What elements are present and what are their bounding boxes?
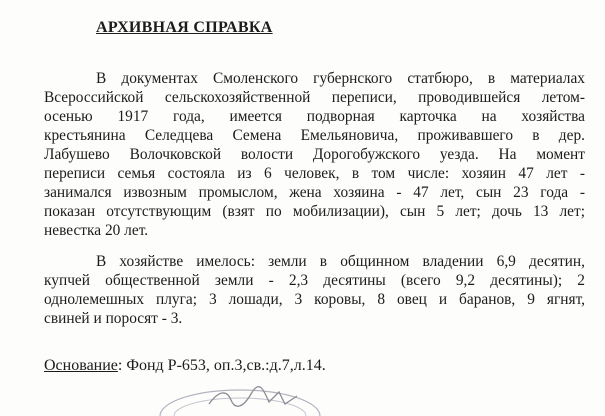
text-line: показан отсутствующим (взят по мобилизации), сын 5 лет; дочь 13 лет;	[44, 203, 585, 220]
basis-reference: : Фонд Р-653, оп.3,св.:д.7,л.14.	[117, 357, 326, 374]
text-line: занимался извозным промыслом, жена хозяина - 47 лет, сын 23 года -	[44, 184, 585, 201]
archival-basis	[44, 357, 326, 375]
text-line: переписи семья состояла из 6 человек, в том числе: хозяин 47 лет -	[44, 165, 585, 182]
text-line: свиней и поросят - 3.	[44, 310, 183, 327]
text-line: В хозяйстве имелось: земли в общинном владении 6,9 десятин,	[96, 253, 585, 270]
document-title: АРХИВНАЯ СПРАВКА	[96, 19, 273, 36]
signature-icon	[205, 386, 305, 408]
text-line: В документах Смоленского губернского статбюро, в материалах	[96, 70, 585, 87]
paragraph-census-record	[44, 69, 585, 240]
text-line: крестьянина Селедцева Семена Емельяновича, проживавшего в дер.	[44, 127, 585, 144]
paragraph-household-property	[44, 252, 585, 328]
text-line: Всероссийской сельскохозяйственной переписи, проводившейся летом-	[44, 89, 585, 106]
text-line: невестка 20 лет.	[44, 222, 149, 239]
text-line: Лабушево Волочковской волости Дорогобужского уезда. На момент	[44, 146, 585, 163]
text-line: купчей общественной земли - 2,3 десятины (всего 9,2 десятины); 2	[44, 272, 585, 289]
text-line: осенью 1917 года, имеется подворная карточка на хозяйства	[44, 108, 585, 125]
text-line: однолемешных плуга; 3 лошади, 3 коровы, 8 овец и баранов, 9 ягнят,	[44, 291, 585, 308]
basis-label: Основание	[44, 357, 118, 374]
